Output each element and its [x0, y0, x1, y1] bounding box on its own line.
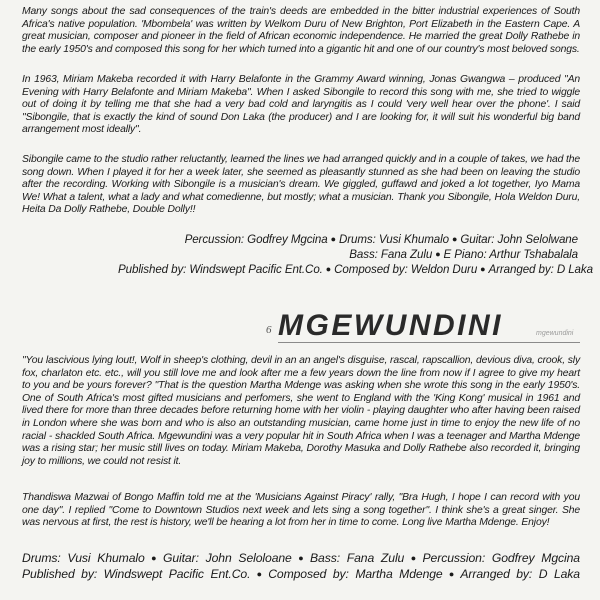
track-number: 6: [266, 324, 272, 336]
paragraph-sibongile-session: Sibongile came to the studio rather reluctantly, learned the lines we had arranged quickly and in a couple of takes, we had the song down. When I played it for her a week later, she seemed as pleasantly stunned as she had been on leaving the studio after the recording. Working with Sibongile is a musician's dream. We giggled, guffawd and joked a lot together, Iyo Mama We! What a talent, what a lady and what comedienne, but mostly; what a musician. Thank you Sibongile, Hola Weldon Duru, Heita Da Dolly Rathebe, Double Dolly!!: [22, 154, 580, 216]
credits-line-1: [118, 232, 578, 247]
bullet-separator: ●: [294, 553, 308, 563]
bullet-separator: ●: [330, 234, 336, 244]
track-title: MGEWUNDINI: [278, 309, 503, 342]
paragraph-makeba-belafonte: In 1963, Miriam Makeba recorded it with Harry Belafonte in the Grammy Award winning, Jonas Gwangwa – produced "An Evening with Harry Belafonte and Miriam Makeba". When I asked Sibongile to record this song with me, she tried to wiggle out of doing it by telling me that she had a very bad cold and laryngitis as I could 'very well hear over the phone'. I said "Sibongile, that is exactly the kind of sound Don Laka (the producer) and I are looking for, it will suit his wonderful big band arrangement most ideally".: [22, 74, 580, 136]
credit-drums: Drums: Vusi Khumalo: [22, 551, 145, 565]
bullet-separator: ●: [480, 264, 486, 274]
credits-line-1: [22, 550, 580, 566]
bullet-separator: ●: [147, 553, 160, 563]
bullet-separator: ●: [435, 249, 441, 259]
credit-bass: Bass: Fana Zulu: [349, 248, 433, 261]
bullet-separator: ●: [253, 569, 266, 579]
credit-composer: Composed by: Weldon Duru: [334, 263, 478, 276]
credits-line-2: [22, 566, 580, 582]
credit-bass: Bass: Fana Zulu: [310, 551, 405, 565]
credit-percussion: Percussion: Godfrey Mgcina: [422, 551, 580, 565]
credit-guitar: Guitar: John Seloloane: [162, 551, 292, 565]
credit-composer: Composed by: Martha Mdenge: [268, 567, 443, 581]
credit-publisher: Published by: Windswept Pacific Ent.Co.: [118, 263, 323, 276]
bullet-separator: ●: [407, 553, 420, 563]
credits-mbombela: [118, 232, 593, 277]
track-heading: [20, 310, 580, 346]
bullet-separator: ●: [445, 569, 458, 579]
credit-publisher: Published by: Windswept Pacific Ent.Co.: [22, 567, 251, 581]
paragraph-mgewundini-history: "You lascivious lying lout!, Wolf in sheep's clothing, devil in an an angel's disguise, rascal, rapscallion, devious diva, crook, sly fox, charlaton etc. etc., will you still love me and look after me a few years down the line from now if I agree to give my heart to you and be yours forever? "That is the question Martha Mdenge was asking when she wrote this song in the early 1950's. One of South Africa's most gifted musicians and perfomers, she went to England with the 'King Kong' musical in 1961 and lived there for more than three decades before returning home with her violin - playing daughter who after having been raised in London where she was born and who is also an outstanding musician, came home just in time to enjoy the new life of no racial - shackled South Africa. Mgewundini was a very popular hit in South Africa when I was a teenager and Martha Mdenge was a rising star; her music still lives on today. Miriam Makeba, Dorothy Masuka and Dolly Rathebe also recorded it, bringing joy to millions, we could not resist it.: [22, 355, 580, 467]
credits-mgewundini: [22, 550, 580, 582]
track-title-ghost: mgewundini: [536, 330, 574, 337]
bullet-separator: ●: [325, 264, 332, 274]
credit-e-piano: E Piano: Arthur Tshabalala: [443, 248, 578, 261]
credit-arranger: Arranged by: D Laka: [460, 567, 580, 581]
bullet-separator: ●: [451, 234, 458, 244]
paragraph-thandiswa: Thandiswa Mazwai of Bongo Maffin told me at the 'Musicians Against Piracy' rally, "Bra Hugh, I hope I can record with you one day". I replied "Come to Downtown Studios next week and lets sing a song together". I think she's a great singer. She was nervous at first, the rest is history, we'll be hearing a lot from her in time to come. Long live Martha Mdenge. Enjoy!: [22, 492, 580, 529]
credit-arranger: Arranged by: D Laka: [488, 263, 593, 276]
credit-drums: Drums: Vusi Khumalo: [338, 233, 449, 246]
credits-line-2: [118, 247, 578, 262]
credit-percussion: Percussion: Godfrey Mgcina: [184, 233, 328, 246]
credit-guitar: Guitar: John Selolwane: [460, 233, 578, 246]
credits-line-3: [118, 262, 593, 277]
title-underline: [278, 342, 580, 343]
paragraph-mbombela-history: Many songs about the sad consequences of the train's deeds are embedded in the bitter industrial experiences of South Africa's native population. 'Mbombela' was written by Welkom Duru of New Brighton, Port Elizabeth in the Eastern Cape. A great musician, composer and pioneer in the field of African economic independence. He married the great Dolly Rathebe in the early 1950's and composed this song for her which turned into a gigantic hit and one of our country's most beloved songs.: [22, 6, 580, 55]
